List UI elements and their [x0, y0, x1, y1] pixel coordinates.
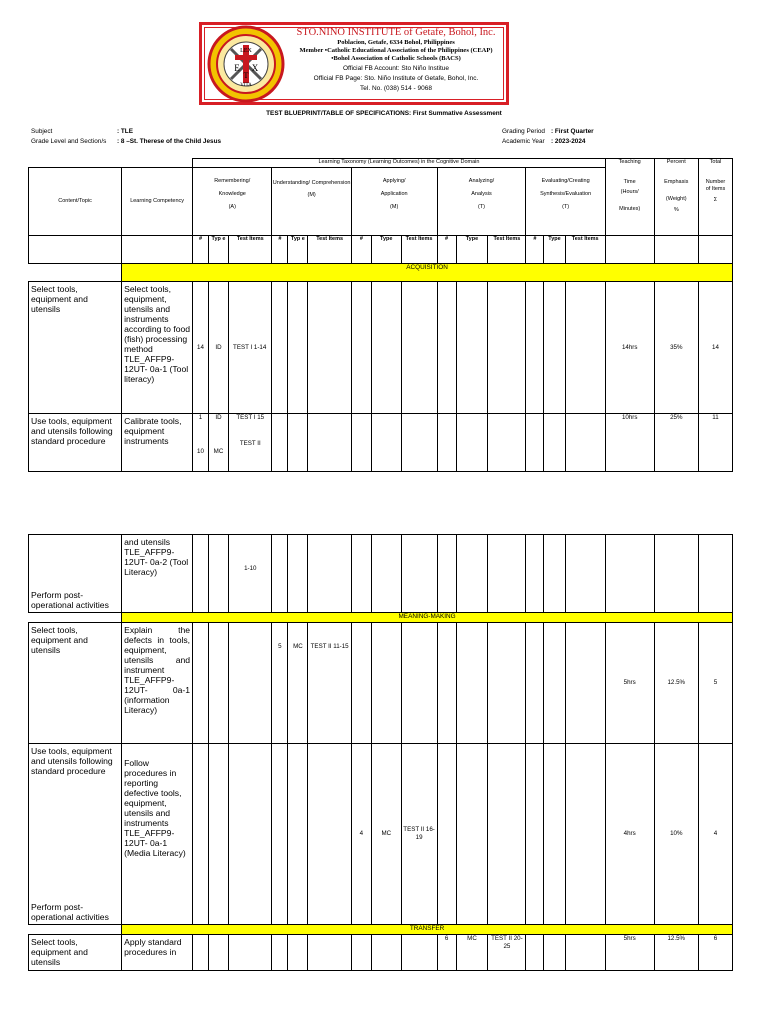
learning-competency-header: Learning Competency [122, 168, 193, 236]
row6-competency: Apply standard procedures in [122, 935, 193, 971]
row6-und-num [272, 935, 288, 971]
rem-items-header: Test Items [229, 236, 272, 264]
row6-eva-type [544, 935, 565, 971]
row1-eva-num [526, 282, 544, 414]
sub-blank-time [605, 236, 654, 264]
tos-table-page1 [28, 158, 733, 472]
row4-items: TEST II 11-15 [308, 623, 351, 744]
row4-eva-num [526, 623, 544, 744]
fb-account: Official FB Account: Sto Niño Institue [342, 65, 450, 72]
row2-eva-num [526, 414, 544, 472]
row3-eva-num [526, 535, 544, 613]
grading-period-label: Grading Period [502, 128, 545, 135]
row4-app-num [351, 623, 371, 744]
row2-time: 10hrs [605, 414, 654, 472]
row4-rem-num [193, 623, 209, 744]
row3-ana-items [488, 535, 526, 613]
row1-content: Select tools, equipment and utensils [29, 282, 122, 414]
tos-table-page2 [28, 534, 733, 971]
row3-time [605, 535, 654, 613]
remembering-header [193, 168, 272, 236]
row1-ana-type [456, 282, 488, 414]
applying-l1: Applying/ [382, 178, 406, 184]
evaluating-l1: Evaluating/Creating [541, 178, 590, 184]
row2-type [208, 414, 228, 472]
seal-vita: VITA [240, 83, 252, 88]
row1-und-type [288, 282, 308, 414]
row3-app-type [371, 535, 401, 613]
academic-year-value: : 2023-2024 [551, 138, 586, 145]
teaching-time-l2: Time [623, 179, 636, 185]
band-transfer: TRANSFER [122, 925, 733, 935]
band-meaning-making: MEANING-MAKING [122, 613, 733, 623]
row5-eva-type [544, 744, 565, 925]
row3-num [193, 535, 209, 613]
app-items-header: Test Items [401, 236, 437, 264]
subject-value: : TLE [117, 128, 133, 135]
row3-competency: and utensils TLE_AFFP9-12UT- 0a-2 (Tool Literacy) [122, 535, 193, 613]
understanding-header [272, 168, 351, 236]
row4-app-items [401, 623, 437, 744]
row-follow-procedures [29, 744, 733, 925]
total-items-header [698, 159, 732, 236]
row4-ana-num [437, 623, 456, 744]
row1-und-num [272, 282, 288, 414]
row6-rem-num [193, 935, 209, 971]
row1-num: 14 [193, 282, 209, 414]
school-name: STO.NINO INSTITUTE of Getafe, Bohol, Inc. [296, 27, 496, 38]
row-select-tools [29, 282, 733, 414]
teaching-time-l1: Teaching [618, 159, 641, 165]
row6-time: 5hrs [605, 935, 654, 971]
evaluating-l3: (T) [562, 204, 570, 210]
subject-label: Subject [31, 128, 53, 135]
row3-content: Perform post-operational activities [29, 535, 122, 613]
content-topic-header: Content/Topic [29, 168, 122, 236]
band-transfer-row [29, 925, 733, 935]
row2-total: 11 [698, 414, 732, 472]
row2-und-type [288, 414, 308, 472]
row4-competency: Explain the defects in tools, equipment, utensils and instrument TLE_AFFP9-12UT- 0a-1 (information Literacy) [122, 623, 193, 744]
row2-num2: 10 [197, 448, 204, 455]
band-blank [29, 264, 122, 282]
analyzing-l2: Analysis [471, 191, 492, 197]
row3-und-items [308, 535, 351, 613]
analyzing-l1: Analyzing/ [468, 178, 495, 184]
row5-und-type [288, 744, 308, 925]
row1-type: ID [208, 282, 228, 414]
total-l4: Σ [713, 197, 718, 203]
row3-und-type [288, 535, 308, 613]
ana-num-header: # [437, 236, 456, 264]
row2-ana-items [488, 414, 526, 472]
row6-eva-num [526, 935, 544, 971]
row4-type: MC [288, 623, 308, 744]
row2-type2: MC [213, 448, 224, 455]
row4-content: Select tools, equipment and utensils [29, 623, 122, 744]
remembering-l3: (A) [228, 204, 236, 210]
row1-percent: 35% [654, 282, 698, 414]
seal-x: X [251, 63, 259, 73]
row2-ana-num [437, 414, 456, 472]
app-type-header: Type [371, 236, 401, 264]
row-explain-defects [29, 623, 733, 744]
document-title: TEST BLUEPRINT/TABLE OF SPECIFICATIONS: First Summative Assessment [266, 110, 502, 117]
row3-eva-items [565, 535, 605, 613]
row5-eva-items [565, 744, 605, 925]
row6-und-type [288, 935, 308, 971]
row5-ana-type [456, 744, 488, 925]
percent-emphasis-header [654, 159, 698, 236]
row2-eva-items [565, 414, 605, 472]
row6-eva-items [565, 935, 605, 971]
row-apply-standard [29, 935, 733, 971]
row1-items: TEST I 1-14 [229, 282, 272, 414]
fb-page: Official FB Page: Sto. Niño Institute of Getafe, Bohol, Inc. [313, 75, 479, 82]
row6-app-type [371, 935, 401, 971]
row6-type: MC [456, 935, 488, 971]
row5-content-main: Use tools, equipment and utensils following standard procedure [31, 746, 113, 776]
row4-rem-items [229, 623, 272, 744]
row4-eva-type [544, 623, 565, 744]
total-l2: Number [705, 179, 726, 185]
row-use-tools [29, 414, 733, 472]
row3-ana-num [437, 535, 456, 613]
analyzing-l3: (T) [477, 204, 485, 210]
row5-rem-items [229, 744, 272, 925]
row2-type1: ID [215, 414, 222, 421]
row5-content-secondary: Perform post-operational activities [31, 902, 109, 922]
row3-percent [654, 535, 698, 613]
row5-rem-type [208, 744, 228, 925]
row4-ana-type [456, 623, 488, 744]
eva-num-header: # [526, 236, 544, 264]
evaluating-header [526, 168, 605, 236]
row6-rem-type [208, 935, 228, 971]
total-l3: of Items [705, 186, 726, 192]
row3-items: 1-10 [229, 535, 272, 613]
row6-app-num [351, 935, 371, 971]
grading-period-value: : First Quarter [551, 128, 594, 135]
row4-percent: 12.5% [654, 623, 698, 744]
row6-und-items [308, 935, 351, 971]
applying-header [351, 168, 437, 236]
row5-time: 4hrs [605, 744, 654, 925]
applying-l2: Application [380, 191, 408, 197]
percent-l1: Percent [666, 159, 686, 165]
percent-l2: Emphasis [664, 179, 689, 185]
app-num-header: # [351, 236, 371, 264]
cognitive-domain-header: Learning Taxonomy (Learning Outcomes) in the Cognitive Domain [193, 159, 606, 168]
seal-t: T [243, 71, 249, 80]
eva-type-header: Type [544, 236, 565, 264]
telephone: Tel. No. (038) 514 - 9068 [360, 85, 432, 92]
row2-und-items [308, 414, 351, 472]
teaching-time-header [605, 159, 654, 236]
row6-num: 6 [437, 935, 456, 971]
row4-rem-type [208, 623, 228, 744]
ana-items-header: Test Items [488, 236, 526, 264]
row6-percent: 12.5% [654, 935, 698, 971]
row5-ana-num [437, 744, 456, 925]
percent-l4: % [673, 207, 679, 213]
membership-bacs: •Bohol Association of Catholic Schools (BACS) [331, 55, 461, 62]
row3-ana-type [456, 535, 488, 613]
row-perform-post-ops [29, 535, 733, 613]
row4-total: 5 [698, 623, 732, 744]
school-seal-logo [207, 25, 285, 103]
row2-app-type [371, 414, 401, 472]
band-meaning-row [29, 613, 733, 623]
row1-ana-num [437, 282, 456, 414]
row5-rem-num [193, 744, 209, 925]
row5-ana-items [488, 744, 526, 925]
grade-value: : 8 –St. Therese of the Child Jesus [117, 138, 222, 145]
seal-lex: LEX [240, 48, 252, 54]
ana-type-header: Type [456, 236, 488, 264]
und-type-header: Typ e [288, 236, 308, 264]
band2-blank [29, 613, 122, 623]
row2-app-num [351, 414, 371, 472]
sub-blank-content [29, 236, 122, 264]
evaluating-l2: Synthesis/Evaluation [540, 191, 592, 197]
row2-content: Use tools, equipment and utensils following standard procedure [29, 414, 122, 472]
row1-app-items [401, 282, 437, 414]
understanding-l1: Understanding/ Comprehension [272, 180, 351, 186]
table-head-row-sub [29, 236, 733, 264]
und-num-header: # [272, 236, 288, 264]
row1-eva-items [565, 282, 605, 414]
rem-type-header: Typ e [208, 236, 228, 264]
row4-time: 5hrs [605, 623, 654, 744]
row4-eva-items [565, 623, 605, 744]
table-head-row-domain [29, 159, 733, 168]
row1-ana-items [488, 282, 526, 414]
row2-eva-type [544, 414, 565, 472]
school-address: Poblacion, Getafe, 6334 Bohol, Philippines [337, 39, 455, 46]
row5-content [29, 744, 122, 925]
rem-num-header: # [193, 236, 209, 264]
band-acquisition: ACQUISITION [122, 264, 733, 282]
row5-percent: 10% [654, 744, 698, 925]
row1-eva-type [544, 282, 565, 414]
row5-eva-num [526, 744, 544, 925]
row5-type: MC [371, 744, 401, 925]
row6-app-items [401, 935, 437, 971]
grade-label: Grade Level and Section/s [31, 138, 107, 145]
seal-e: E [234, 63, 240, 73]
row4-app-type [371, 623, 401, 744]
row4-ana-items [488, 623, 526, 744]
row2-items2: TEST II [239, 440, 261, 447]
row1-und-items [308, 282, 351, 414]
row2-app-items [401, 414, 437, 472]
row1-app-type [371, 282, 401, 414]
row2-competency: Calibrate tools, equipment instruments [122, 414, 193, 472]
row1-total: 14 [698, 282, 732, 414]
blank-corner [29, 159, 193, 168]
row5-num: 4 [351, 744, 371, 925]
row2-items1: TEST I 15 [236, 414, 265, 421]
row6-total: 6 [698, 935, 732, 971]
remembering-l1: Remembering/ [214, 178, 251, 184]
understanding-l2: (M) [307, 192, 316, 198]
row3-total [698, 535, 732, 613]
band-acquisition-row [29, 264, 733, 282]
row2-ana-type [456, 414, 488, 472]
row5-und-num [272, 744, 288, 925]
row2-percent: 25% [654, 414, 698, 472]
row6-items: TEST II 20-25 [488, 935, 526, 971]
row1-competency: Select tools, equipment, utensils and instruments according to food (fish) processing method TLE_AFFP9-12UT- 0a-1 (Tool literacy) [122, 282, 193, 414]
applying-l3: (M) [390, 204, 399, 210]
row3-und-num [272, 535, 288, 613]
row2-num1: 1 [198, 414, 203, 421]
row2-num [193, 414, 209, 472]
sub-blank-percent [654, 236, 698, 264]
row2-items [229, 414, 272, 472]
sub-blank-competency [122, 236, 193, 264]
eva-items-header: Test Items [565, 236, 605, 264]
row3-eva-type [544, 535, 565, 613]
row5-competency: Follow procedures in reporting defective tools, equipment, utensils and instruments TLE_AFFP9-12UT- 0a-1 (Media Literacy) [122, 744, 193, 925]
academic-year-label: Academic Year [502, 138, 545, 145]
remembering-l2: Knowledge [218, 191, 246, 197]
membership-ceap: Member •Catholic Educational Association of the Philippines (CEAP) [299, 47, 493, 54]
band3-blank [29, 925, 122, 935]
row5-total: 4 [698, 744, 732, 925]
teaching-time-l4: Minutes) [619, 206, 641, 212]
row4-num: 5 [272, 623, 288, 744]
row1-app-num [351, 282, 371, 414]
total-l1: Total [709, 159, 722, 165]
row2-und-num [272, 414, 288, 472]
analyzing-header [437, 168, 526, 236]
und-items-header: Test Items [308, 236, 351, 264]
row3-app-items [401, 535, 437, 613]
row3-app-num [351, 535, 371, 613]
row5-und-items [308, 744, 351, 925]
row5-items: TEST II 16-19 [401, 744, 437, 925]
teaching-time-l3: (Hours/ [620, 189, 639, 195]
percent-l3: (Weight) [665, 196, 687, 202]
sub-blank-total [698, 236, 732, 264]
row6-content: Select tools, equipment and utensils [29, 935, 122, 971]
row6-rem-items [229, 935, 272, 971]
row3-type [208, 535, 228, 613]
row1-time: 14hrs [605, 282, 654, 414]
